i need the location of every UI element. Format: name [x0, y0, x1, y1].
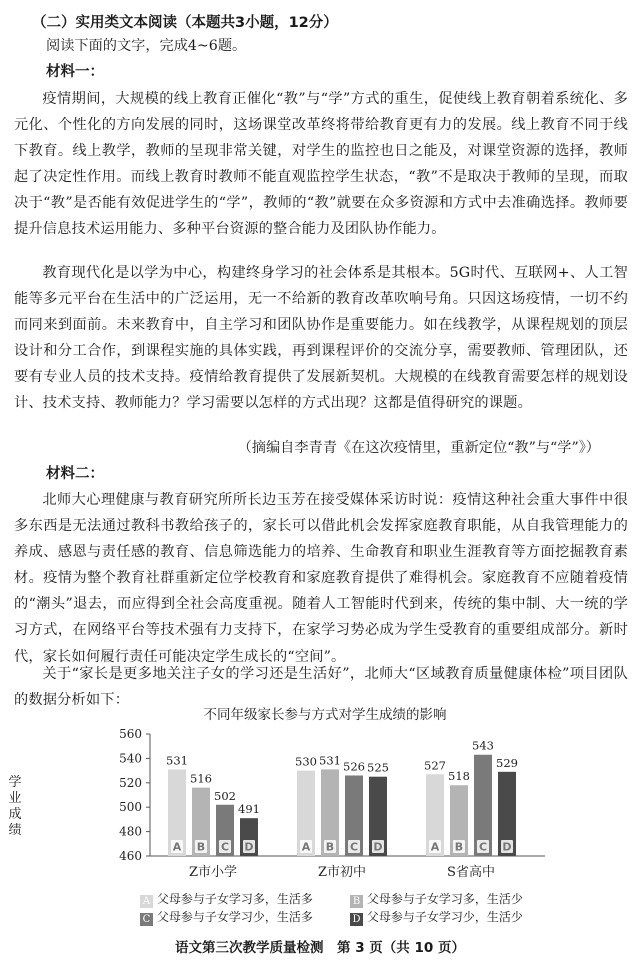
bar-letter-label: C: [478, 840, 488, 854]
legend-item-a: [140, 890, 313, 908]
bar-value-label: 502: [214, 788, 236, 803]
bar-value-label: 516: [190, 771, 212, 786]
y-tick-label: 460: [119, 849, 142, 863]
x-category-label: S省高中: [447, 865, 495, 880]
bar-letter-label: D: [502, 840, 512, 854]
legend-key-d: D: [350, 913, 363, 926]
legend-text-b: 父母参与子女学习多，生活少: [366, 892, 523, 906]
bar-value-label: 530: [295, 754, 317, 769]
bar-value-label: 491: [238, 802, 260, 817]
bar-letter-label: B: [196, 840, 206, 854]
legend-key-c: C: [140, 913, 153, 926]
legend-item-d: [350, 908, 523, 926]
bar-value-label: 531: [319, 753, 341, 768]
legend-text-d: 父母参与子女学习少，生活少: [366, 910, 523, 924]
legend-text-c: 父母参与子女学习少，生活多: [156, 910, 313, 924]
bar-value-label: 529: [496, 755, 518, 770]
bar-value-label: 525: [367, 760, 389, 775]
bar-letter-label: B: [325, 840, 335, 854]
section-title: （二）实用类文本阅读（本题共3小题，12分）: [32, 15, 338, 31]
bar-letter-label: A: [430, 840, 440, 854]
material1-paragraph-2: 教育现代化是以学为中心，构建终身学习的社会体系是其根本。5G时代、互联网+、人工智能等多元平台在生活中的广泛运用，无一不给新的教育改革吹响号角。只因这场疫情，一切不约而同来到面前。未来教育中，自主学习和团队协作是重要能力。如在线教学，从课程规划的顶层设计和分工合作，到课程实施的具体实践，再到课程评价的交流分享，需要教师、管理团队，还要有专业人员的技术支持。疫情给教育提供了发展新契机。大规模的在线教育需要怎样的规划设计、技术支持、教师能力？学习需要以怎样的方式出现？这都是值得研究的课题。: [14, 265, 628, 412]
material1-paragraph-1: 疫情期间，大规模的线上教育正催化“教”与“学”方式的重生，促使线上教育朝着系统化、多元化、个性化的方向发展的同时，这场课堂改革终将带给教育更有力的发展。线上教育不同于线下教育。线上教学，教师的呈现非常关键，对学生的监控也日之能及，对课堂资源的选择，教师起了决定性作用。而线上教育时教师不能直观监控学生状态，“教”不是取决于教师的呈现，而取决于“教”是否能有效促进学生的“学”，教师的“教”就要在众多资源和方式中去准确选择。教师要提升信息技术运用能力、多种平台资源的整合能力及团队协作能力。: [14, 91, 628, 238]
bar-letter-label: B: [454, 840, 464, 854]
legend-text-a: 父母参与子女学习多，生活多: [156, 892, 313, 906]
bar-letter-label: C: [349, 840, 359, 854]
y-tick-label: 480: [119, 824, 142, 839]
bar-letter-label: A: [172, 840, 182, 854]
y-tick-label: 540: [119, 751, 142, 766]
page-footer: 语文第三次教学质量检测 第 3 页（共 10 页）: [175, 940, 465, 956]
y-tick-label: 520: [119, 775, 142, 790]
material2-paragraph-2: 关于“家长是更多地关注子女的学习还是生活好”，北师大“区域教育质量健康体检”项目团队的数据分析如下：: [14, 666, 628, 709]
bar-letter-label: D: [373, 840, 383, 854]
legend-item-c: [140, 908, 313, 926]
y-tick-label: 560: [119, 727, 142, 741]
legend-key-b: B: [350, 895, 363, 908]
bar-value-label: 518: [448, 769, 470, 784]
bar-letter-label: C: [220, 840, 230, 854]
legend-key-a: A: [140, 895, 153, 908]
bar-letter-label: A: [301, 840, 311, 854]
chart-y-axis-label: 学业成绩: [8, 775, 22, 838]
material2-label: 材料二：: [46, 466, 104, 482]
y-tick-label: 500: [119, 800, 142, 815]
material1-label: 材料一：: [46, 64, 104, 80]
bar-value-label: 543: [472, 738, 494, 753]
material1-source: （摘编自李青青《在这次疫情里，重新定位“教”与“学”》）: [237, 440, 600, 456]
bar-value-label: 527: [424, 758, 446, 773]
instruction: 阅读下面的文字，完成4~6题。: [46, 38, 247, 54]
legend-item-b: [350, 890, 523, 908]
bar-value-label: 531: [166, 753, 188, 768]
x-category-label: Z市小学: [188, 865, 238, 880]
bar-value-label: 526: [343, 759, 365, 774]
chart-title: 不同年级家长参与方式对学生成绩的影响: [203, 707, 447, 723]
bar-letter-label: D: [244, 840, 254, 854]
material2-paragraph-1: 北师大心理健康与教育研究所所长边玉芳在接受媒体采访时说：疫情这种社会重大事件中很多东西是无法通过教科书教给孩子的，家长可以借此机会发挥家庭教育职能，从自我管理能力的养成、感恩与责任感的教育、信息筛选能力的培养、生命教育和职业生涯教育等方面挖掘教育素材。疫情为整个教育社群重新定位学校教育和家庭教育提供了难得机会。家庭教育不应随着疫情的“潮头”退去，而应得到全社会高度重视。随着人工智能时代到来，传统的集中制、大一统的学习方式，在网络平台等技术强有力支持下，在家学习势必成为学生受教育的重要组成部分。新时代，家长如何履行责任可能决定学生成长的“空间”。: [14, 492, 628, 665]
x-category-label: Z市初中: [317, 865, 367, 880]
